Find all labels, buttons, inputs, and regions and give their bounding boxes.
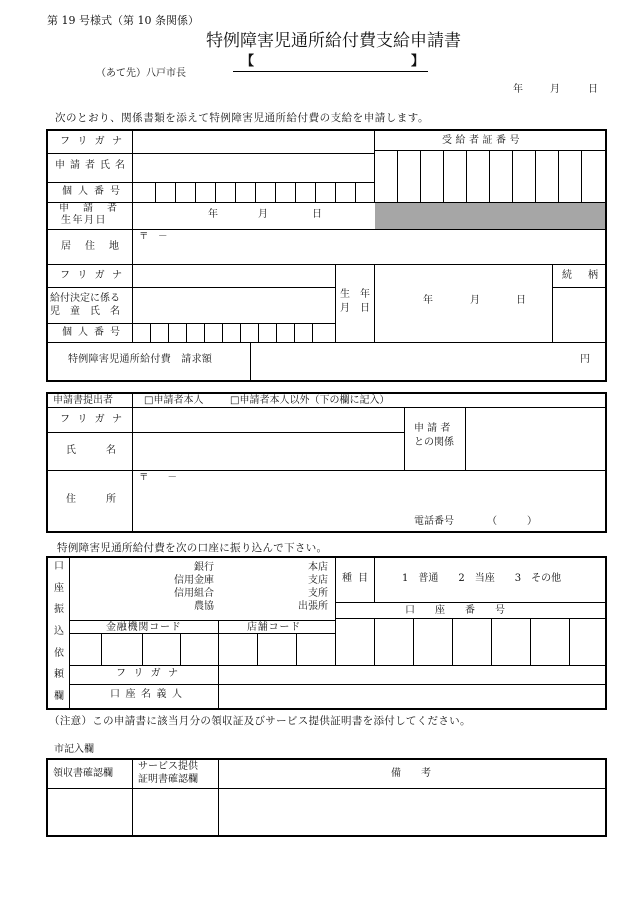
institution-type-kumiai: 信用組合 [174, 588, 214, 599]
child-furigana-label: フ リ ガ ナ [60, 270, 122, 281]
shaded-cell [375, 203, 605, 229]
bank-furigana-label: フ リ ガ ナ [116, 668, 178, 679]
transfer-note: 特例障害児通所給付費を次の口座に振り込んで下さい。 [57, 542, 328, 554]
title-underline [233, 71, 428, 72]
submitter-phone-label: 電話番号 [414, 516, 454, 527]
account-type-label: 種 目 [342, 573, 368, 584]
form-title: 特例障害児通所給付費支給申請書 [206, 31, 461, 51]
date-month: 月 [550, 84, 560, 95]
branch-type-shucchojo: 出張所 [298, 601, 328, 612]
service-check-label-2: 証明書確認欄 [138, 774, 198, 785]
child-name-label-2: 児 童 氏 名 [50, 306, 120, 317]
submitter-option-other[interactable]: □申請者本人以外（下の欄に記入） [230, 395, 390, 406]
submitter-address-a: 住 [66, 494, 76, 505]
submitter-furigana-label: フ リ ガ ナ [60, 414, 122, 425]
applicant-name-label: 申 請 者 氏 名 [55, 160, 125, 171]
institution-type-shinkin: 信用金庫 [174, 575, 214, 586]
submitter-option-self[interactable]: □申請者本人 [144, 395, 204, 406]
caution-note: （注意）この申請書に該当月分の領収証及びサービス提供証明書を添付してください。 [49, 715, 471, 727]
recipient-cert-label: 受給者証番号 [442, 135, 523, 146]
account-holder-label: 口 座 名 義 人 [110, 689, 182, 700]
form-number: 第 19 号様式（第 10 条関係） [47, 14, 199, 27]
bracket-open: 【 [241, 54, 255, 69]
applicant-birth-label-2: 生年月日 [61, 215, 107, 226]
applicant-birth-day: 日 [312, 209, 322, 220]
city-use-label: 市記入欄 [54, 744, 94, 755]
intro-text: 次のとおり、関係書類を添えて特例障害児通所給付費の支給を申請します。 [55, 112, 430, 124]
branch-code-label: 店舗コード [247, 622, 301, 633]
remarks-label: 備 考 [391, 768, 431, 779]
relationship-label: 続 柄 [562, 270, 598, 281]
applicant-furigana-label: フ リ ガ ナ [60, 136, 122, 147]
institution-code-label: 金融機関コード [106, 622, 182, 633]
submitter-label: 申請書提出者 [53, 395, 113, 406]
submitter-name-a: 氏 [66, 445, 76, 456]
submitter-relation-1: 申 請 者 [414, 423, 451, 434]
submitter-address-b: 所 [106, 494, 116, 505]
submitter-relation-2: との関係 [414, 437, 454, 448]
applicant-number-label: 個 人 番 号 [62, 186, 120, 197]
submitter-name-b: 名 [106, 445, 116, 456]
child-birth-day: 日 [516, 295, 526, 306]
child-birth-label-2: 月 日 [340, 303, 370, 314]
account-type-options: 1 普通 2 当座 3 その他 [402, 573, 562, 584]
claim-unit: 円 [580, 354, 590, 365]
branch-type-shisho: 支所 [308, 588, 328, 599]
branch-type-honten: 本店 [308, 562, 328, 573]
child-birth-year: 年 [423, 295, 433, 306]
branch-type-shiten: 支店 [308, 575, 328, 586]
receipt-check-label: 領収書確認欄 [53, 768, 113, 779]
residence-postal: 〒 － [139, 231, 168, 242]
date-day: 日 [588, 84, 598, 95]
addressee: （あて先）八戸市長 [96, 68, 186, 79]
claim-label: 特例障害児通所給付費 請求額 [68, 354, 213, 365]
bank-vertical-label: 口 座 振 込 依 頼 欄 [54, 561, 64, 702]
applicant-birth-month: 月 [258, 209, 268, 220]
child-name-label-1: 給付決定に係る [50, 293, 120, 304]
child-birth-label-1: 生 年 [340, 289, 370, 300]
submitter-phone-paren: （ ） [487, 516, 537, 527]
applicant-birth-label-1: 申 請 者 [59, 203, 119, 214]
child-birth-month: 月 [470, 295, 480, 306]
date-year: 年 [513, 84, 523, 95]
bracket-close: 】 [411, 54, 425, 69]
service-check-label-1: サービス提供 [138, 761, 198, 772]
child-number-label: 個 人 番 号 [62, 327, 120, 338]
account-number-label: 口 座 番 号 [405, 605, 505, 616]
institution-type-bank: 銀行 [194, 562, 214, 573]
applicant-birth-year: 年 [208, 209, 218, 220]
residence-label: 居 住 地 [61, 241, 119, 252]
submitter-postal: 〒 － [139, 472, 178, 483]
institution-type-nokyo: 農協 [194, 601, 214, 612]
